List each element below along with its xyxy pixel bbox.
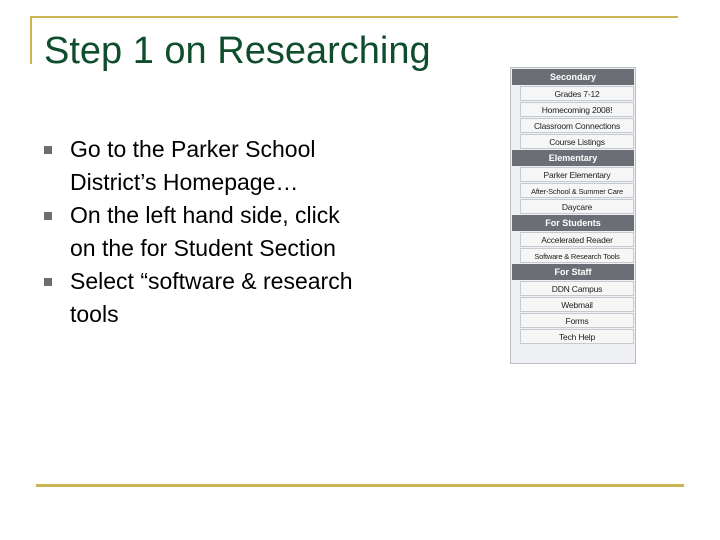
bullet-text: Select “software & research tools [70, 268, 353, 327]
school-nav-menu-screenshot [510, 67, 636, 364]
nav-item-course-listings[interactable]: Course Listings [520, 134, 634, 149]
bullet-item [44, 199, 364, 265]
nav-item-after-school[interactable]: After-School & Summer Care [520, 183, 634, 198]
bullet-item [44, 133, 364, 199]
nav-item-homecoming[interactable]: Homecoming 2008! [520, 102, 634, 117]
nav-item-tech-help[interactable]: Tech Help [520, 329, 634, 344]
square-bullet-icon [44, 212, 52, 220]
square-bullet-icon [44, 278, 52, 286]
nav-header-secondary: Secondary [512, 69, 634, 85]
nav-item-daycare[interactable]: Daycare [520, 199, 634, 214]
nav-item-webmail[interactable]: Webmail [520, 297, 634, 312]
frame-top-rule [30, 16, 678, 18]
nav-header-elementary: Elementary [512, 150, 634, 166]
bullet-text: On the left hand side, click on the for Student Section [70, 202, 340, 261]
square-bullet-icon [44, 146, 52, 154]
nav-item-software-research-tools[interactable]: Software & Research Tools [520, 248, 634, 263]
frame-bottom-rule [36, 484, 684, 487]
nav-item-ddn-campus[interactable]: DDN Campus [520, 281, 634, 296]
frame-left-rule [30, 16, 32, 64]
nav-header-for-staff: For Staff [512, 264, 634, 280]
nav-item-forms[interactable]: Forms [520, 313, 634, 328]
slide-title: Step 1 on Researching [44, 30, 431, 72]
nav-header-for-students: For Students [512, 215, 634, 231]
nav-item-classroom-connections[interactable]: Classroom Connections [520, 118, 634, 133]
bullet-text: Go to the Parker School District’s Homepage… [70, 136, 316, 195]
nav-item-accelerated-reader[interactable]: Accelerated Reader [520, 232, 634, 247]
nav-item-parker-elementary[interactable]: Parker Elementary [520, 167, 634, 182]
bullet-item [44, 265, 364, 331]
bullet-list [44, 133, 364, 331]
nav-item-grades[interactable]: Grades 7-12 [520, 86, 634, 101]
